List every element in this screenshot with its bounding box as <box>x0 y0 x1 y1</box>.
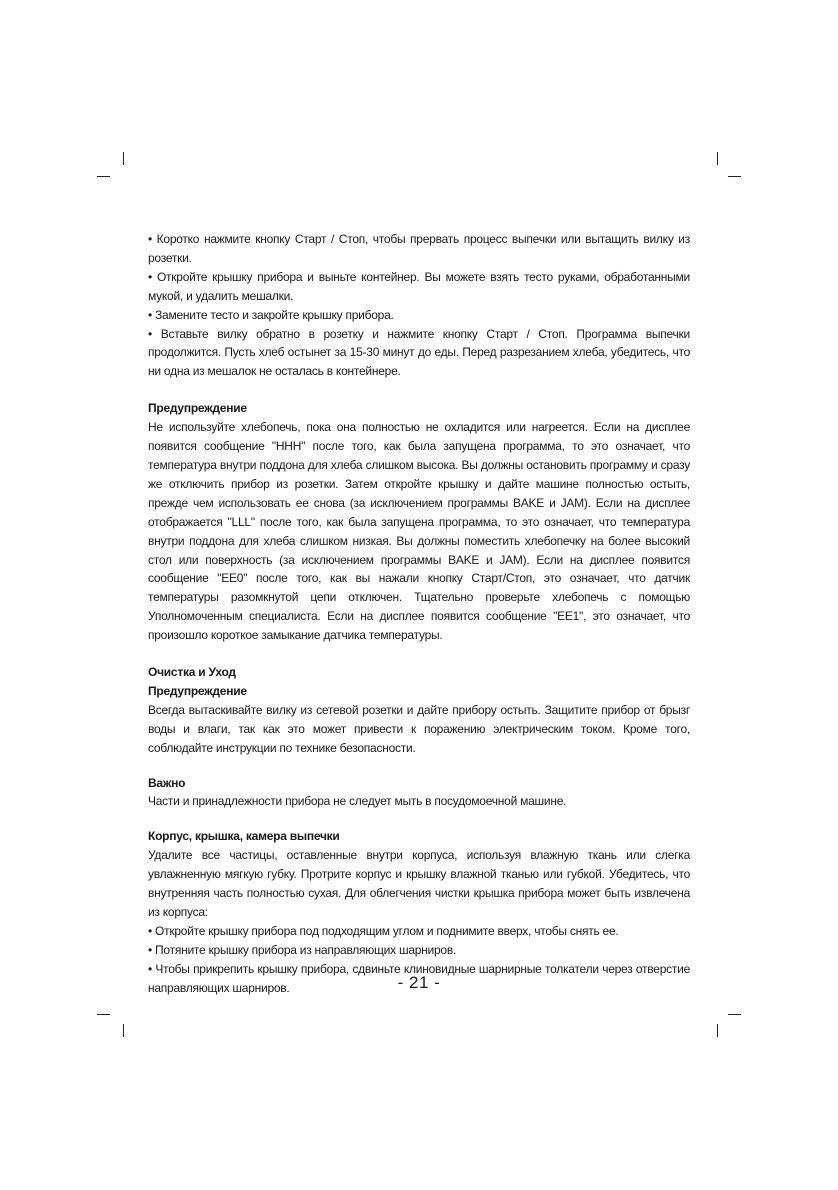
crop-mark-top-left-vertical <box>123 152 124 165</box>
crop-mark-bottom-left-horizontal <box>97 1014 110 1015</box>
important-text: Части и принадлежности прибора не следует мыть в посудомоечной машине. <box>148 794 567 809</box>
paragraph-bullet-plug-back: • Вставьте вилку обратно в розетку и нажмите кнопку Старт / Стоп. Программа выпечки продолжится. Пусть хлеб остынет за 15-30 минут до еды. Перед разрезанием хлеба, убедитесь, что ни одна из мешалок не осталась в контейнере. <box>148 326 690 379</box>
paragraph-bullet-open-lid: • Откройте крышку прибора и выньте контейнер. Вы можете взять тесто руками, обработанными мукой, и удалить мешалки. <box>148 269 690 303</box>
page-content <box>148 230 690 998</box>
warning-text: Не используйте хлебопечь, пока она полностью не охладится или нагреется. Если на дисплее появится сообщение "HHH" после того, как была запущена программа, то это означает, что температура внутри поддона для хлеба слишком высока. Вы должны остановить программу и сразу же отключить прибор из розетки. Затем откройте крышку и дайте машине полностью остыть, прежде чем использовать ее снова (за исключением программы BAKE и JAM). Если на дисплее отображается "LLL" после того, как была запущена программа, то это означает, что температура внутри поддона для хлеба слишком низкая. Вы должны поместить хлебопечку на более высокий стол или поверхность (за исключением программы BAKE и JAM). Если на дисплее появится сообщение "EE0" после того, как вы нажали кнопку Старт/Стоп, это означает, что датчик температуры разомкнутой цепи отключен. Тщательно проверьте хлебопечь с помощью Уполномоченным специалиста. Если на дисплее появится сообщение "EE1", это означает, что произошло короткое замыкание датчика температуры. <box>148 420 690 643</box>
cleaning-warning-heading: Предупреждение <box>148 683 247 698</box>
spacer <box>148 645 690 663</box>
crop-mark-bottom-right-horizontal <box>728 1014 741 1015</box>
crop-mark-bottom-left-vertical <box>123 1024 124 1037</box>
crop-mark-bottom-right-vertical <box>717 1024 718 1037</box>
body-section-bullet-remove-lid: • Откройте крышку прибора под подходящим углом и поднимите вверх, чтобы снять ее. <box>148 923 619 938</box>
cleaning-warning-text: Всегда вытаскивайте вилку из сетевой розетки и дайте прибору остыть. Защитите прибор от брызг воды и влаги, так как это может привести к поражению электрическим током. Кроме того, соблюдайте инструкции по технике безопасности. <box>148 702 690 755</box>
paragraph-bullet-replace-dough: • Замените тесто и закройте крышку прибора. <box>148 307 394 322</box>
body-section-heading: Корпус, крышка, камера выпечки <box>148 829 340 844</box>
spacer <box>148 811 690 827</box>
crop-mark-top-right-horizontal <box>728 176 741 177</box>
crop-mark-top-left-horizontal <box>97 176 110 177</box>
spacer <box>148 381 690 399</box>
crop-mark-top-right-vertical <box>717 152 718 165</box>
body-section-bullet-pull-lid: • Потяните крышку прибора из направляющих шарниров. <box>148 942 457 957</box>
body-section-bullet-attach-lid: • Чтобы прикрепить крышку прибора, сдвиньте клиновидные шарнирные толкатели через отверстие направляющих шарниров. <box>148 961 690 995</box>
paragraph-bullet-stop: • Коротко нажмите кнопку Старт / Стоп, чтобы прервать процесс выпечки или вытащить вилку из розетки. <box>148 232 690 265</box>
page-number: - 21 - <box>397 973 441 992</box>
important-heading: Важно <box>148 775 186 790</box>
cleaning-heading: Очистка и Уход <box>148 665 236 680</box>
spacer <box>148 758 690 774</box>
warning-heading: Предупреждение <box>148 401 247 416</box>
body-section-text: Удалите все частицы, оставленные внутри корпуса, используя влажную ткань или слегка увлажненную мягкую губку. Протрите корпус и крышку влажной тканью или губкой. Убедитесь, что внутренняя часть полностью сухая. Для облегчения чистки крышка прибора может быть извлечена из корпуса: <box>148 848 690 919</box>
